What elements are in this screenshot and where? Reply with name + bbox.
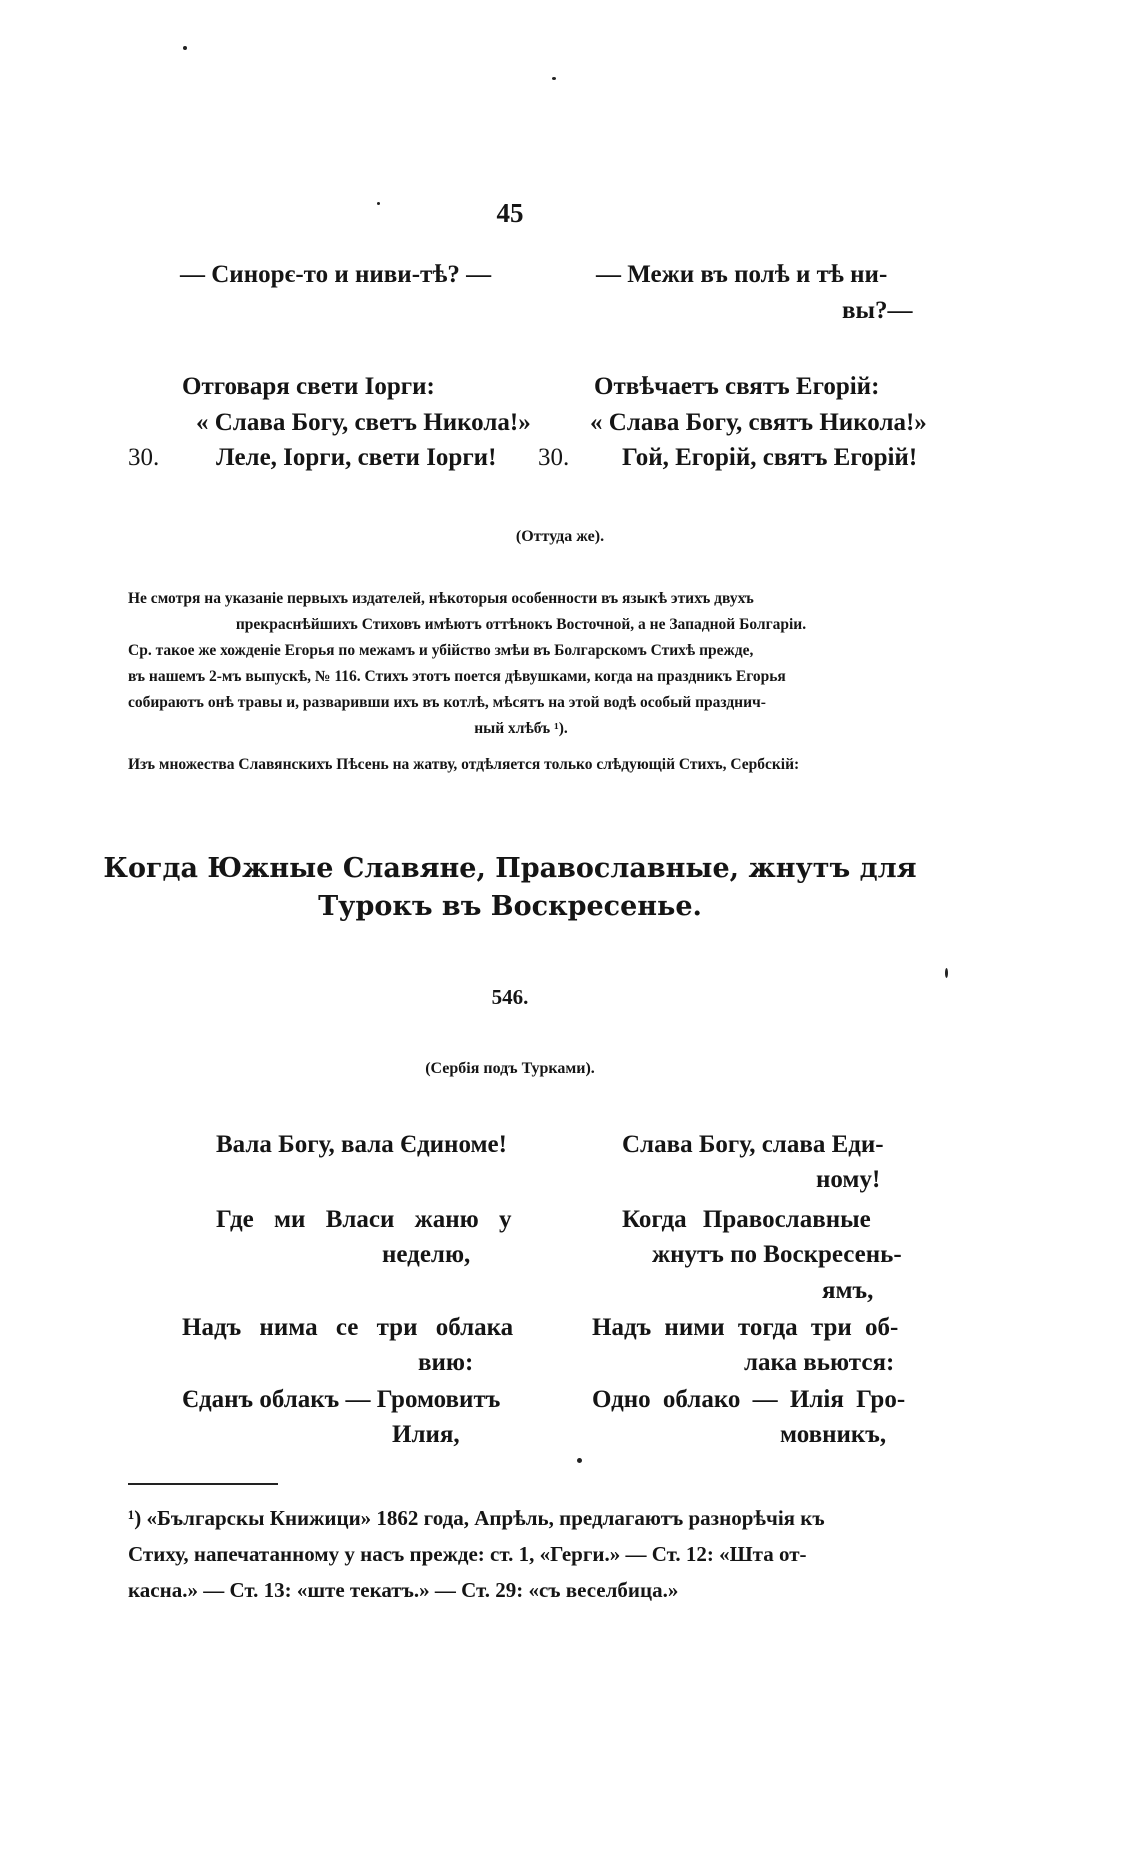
note-line: собираютъ онѣ травы и, разваривши ихъ въ котлѣ, мѣсятъ на этой водѣ особый празднич- bbox=[128, 694, 766, 711]
serbian-line: Надъ нима се три облака bbox=[182, 1314, 514, 1341]
poem-number: 546. bbox=[491, 985, 529, 1009]
note-line: Изъ множества Славянскихъ Пѣсень на жатву, отдѣляется только слѣдующій Стихъ, Сербскій: bbox=[128, 756, 800, 773]
russian-line: ному! bbox=[816, 1166, 881, 1193]
scan-speck bbox=[945, 968, 948, 978]
russian-line: жнутъ по Воскресень- bbox=[652, 1241, 902, 1268]
serbian-line: неделю, bbox=[382, 1241, 471, 1268]
editorial-note bbox=[128, 586, 914, 778]
scan-speck bbox=[183, 46, 187, 50]
source-note: (Сербія подъ Турками). bbox=[425, 1060, 595, 1077]
line-number: 30. bbox=[128, 444, 160, 471]
source-note: (Оттуда же). bbox=[515, 528, 605, 545]
russian-line: лака вьются: bbox=[744, 1349, 895, 1376]
section-heading bbox=[0, 850, 1020, 926]
scan-speck bbox=[552, 77, 556, 80]
verse-right-line: « Слава Богу, святъ Никола!» bbox=[590, 409, 927, 436]
serbian-line: Єданъ облакъ — Громовитъ bbox=[182, 1386, 501, 1413]
page-number: 45 bbox=[496, 198, 524, 228]
verse-right-line: вы?— bbox=[842, 297, 913, 324]
note-line: въ нашемъ 2-мъ выпускѣ, № 116. Стихъ этотъ поется дѣвушками, когда на праздникъ Егорья bbox=[128, 668, 786, 685]
verse-right-line: — Межи въ полѣ и тѣ ни- bbox=[596, 261, 888, 288]
russian-line: Когда Православные bbox=[622, 1206, 871, 1233]
verse-left-line: Леле, Іорги, свети Іорги! bbox=[216, 444, 497, 471]
russian-line: Надъ ними тогда три об- bbox=[592, 1314, 899, 1341]
heading-line: Когда Южные Славяне, Православные, жнутъ для bbox=[103, 853, 917, 884]
serbian-line: Вала Богу, вала Єдиноме! bbox=[216, 1131, 507, 1158]
heading-line: Турокъ въ Воскресенье. bbox=[318, 891, 702, 922]
footnote-line: Стиху, напечатанному у насъ прежде: ст. 1, «Герги.» — Ст. 12: «Шта от- bbox=[128, 1542, 807, 1566]
note-line: Ср. такое же хожденіе Егорья по межамъ и убійство змѣи въ Болгарскомъ Стихѣ прежде, bbox=[128, 642, 754, 659]
russian-line: Слава Богу, слава Еди- bbox=[622, 1131, 884, 1158]
footnote bbox=[128, 1500, 914, 1608]
line-number: 30. bbox=[538, 444, 570, 471]
serbian-line: вию: bbox=[418, 1349, 474, 1376]
note-line: прекраснѣйшихъ Стиховъ имѣютъ оттѣнокъ Восточной, а не Западной Болгаріи. bbox=[235, 616, 807, 633]
verse-right-line: Отвѣчаетъ святъ Егорій: bbox=[594, 373, 880, 400]
russian-line: мовникъ, bbox=[780, 1421, 887, 1448]
footnote-rule bbox=[128, 1483, 278, 1485]
note-line: ный хлѣбъ ¹). bbox=[474, 720, 568, 737]
russian-line: ямъ, bbox=[822, 1277, 874, 1304]
verse-left-line: — Синорє-то и ниви-тѣ? — bbox=[180, 261, 492, 288]
note-line: Не смотря на указаніе первыхъ издателей, нѣкоторыя особенности въ языкѣ этихъ двухъ bbox=[128, 590, 754, 607]
scan-speck bbox=[577, 1458, 582, 1463]
verse-left-line: « Слава Богу, светъ Никола!» bbox=[196, 409, 531, 436]
footnote-line: касна.» — Ст. 13: «ште текатъ.» — Ст. 29: «съ веселбица.» bbox=[128, 1578, 679, 1602]
serbian-line: Илия, bbox=[392, 1421, 460, 1448]
verse-right-line: Гой, Егорій, святъ Егорій! bbox=[622, 444, 918, 471]
footnote-line: ¹) «Българскы Книжици» 1862 года, Апрѣль, предлагаютъ разнорѣчія къ bbox=[128, 1506, 825, 1530]
verse-left-line: Отговаря свети Іорги: bbox=[182, 373, 435, 400]
russian-line: Одно облако — Илія Гро- bbox=[592, 1386, 906, 1413]
serbian-line: Где ми Власи жаню у bbox=[216, 1206, 512, 1233]
